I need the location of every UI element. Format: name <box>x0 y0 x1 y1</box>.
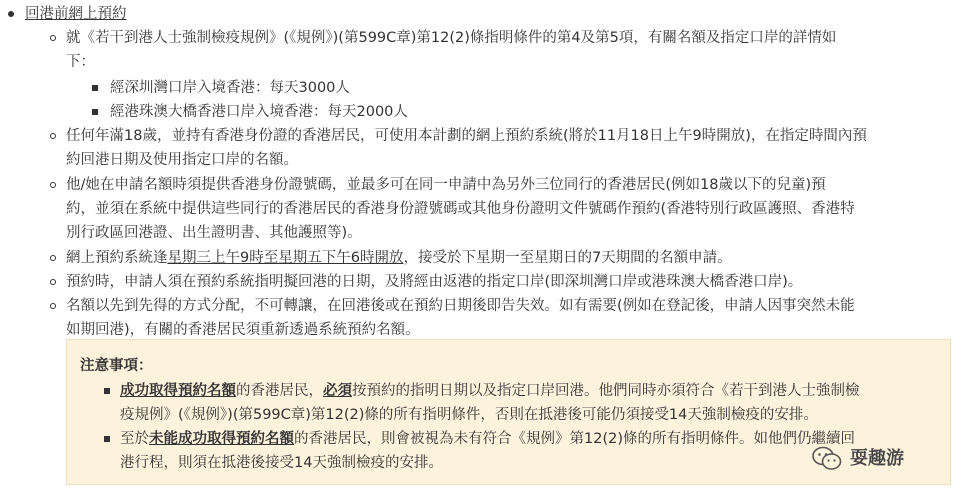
bullet-icon <box>50 279 56 285</box>
allocation-line-2: 如期回港)，有關的香港居民須重新透過系統預約名額。 <box>66 322 420 338</box>
eligibility-line-1: 任何年滿18歲，並持有香港身份證的香港居民，可使用本計劃的網上預約系統(將於11月18日上午9時開放)，在指定時間內預 <box>66 128 867 144</box>
notice-text: 至於 <box>120 431 149 447</box>
notice-title: 注意事項： <box>80 358 153 374</box>
notice-emphasis: 未能成功取得預約名額 <box>149 431 294 447</box>
notice-text: 的香港居民， <box>236 383 323 399</box>
bullet-icon <box>8 11 14 17</box>
allocation-line-1: 名額以先到先得的方式分配，不可轉讓，在回港後或在預約日期後即告失效。如有需要(例如在登記後，申請人因事突然未能 <box>66 298 855 314</box>
intro-line-2: 下： <box>66 54 95 70</box>
bullet-icon <box>50 133 56 139</box>
schedule-pre: 網上預約系統逢 <box>66 250 168 266</box>
notice-item-1-line-2: 疫規例》(《規例》)(第599C章)第12(2)條的所有指明條件，否則在抵港後可能仍須接受14天強制檢疫的安排。 <box>120 407 818 423</box>
notice-text: 的香港居民，則會被視為未有符合《規例》第12(2)條的所有指明條件。如他們仍繼續回 <box>294 431 855 447</box>
quota-item: 經深圳灣口岸入境香港：每天3000人 <box>110 80 350 96</box>
bullet-icon <box>50 303 56 309</box>
bullet-icon <box>104 388 110 394</box>
notice-text: 按預約的指明日期以及指定口岸回港。他們同時亦須符合《若干到港人士強制檢 <box>352 383 860 399</box>
port-line: 預約時，申請人須在預約系統指明擬回港的日期，及將經由返港的指定口岸(即深圳灣口岸或港珠澳大橋香港口岸)。 <box>66 274 803 290</box>
companions-line-1: 他/她在申請名額時須提供香港身份證號碼，並最多可在同一申請中為另外三位同行的香港居民(例如18歲以下的兒童)預 <box>66 177 826 193</box>
bullet-icon <box>50 255 56 261</box>
notice-emphasis: 成功取得預約名額 <box>120 383 236 399</box>
notice-emphasis: 必須 <box>323 383 352 399</box>
companions-line-3: 別行政區回港證、出生證明書、其他護照等)。 <box>66 225 362 241</box>
bullet-icon <box>50 35 56 41</box>
bullet-icon <box>50 182 56 188</box>
watermark <box>812 446 904 472</box>
eligibility-line-2: 約回港日期及使用指定口岸的名額。 <box>66 152 298 168</box>
companions-line-2: 約，並須在系統中提供這些同行的香港居民的香港身份證號碼或其他身份證明文件號碼作預約(香港特別行政區護照、香港特 <box>66 201 855 217</box>
watermark-label: 耍趣游 <box>850 448 904 469</box>
notice-item-1-line-1 <box>120 379 860 403</box>
notice-item-2-line-2: 港行程，則須在抵港後接受14天強制檢疫的安排。 <box>120 455 443 471</box>
schedule-hours: 星期三上午9時至星期五下午6時開放 <box>167 250 404 266</box>
schedule-post: ，接受於下星期一至星期日的7天期間的名額申請。 <box>403 250 732 266</box>
notice-item-2-line-1 <box>120 427 855 451</box>
bullet-icon <box>104 436 110 442</box>
section-heading: 回港前網上預約 <box>25 6 127 22</box>
bullet-icon <box>92 85 98 91</box>
quota-item: 經港珠澳大橋香港口岸入境香港：每天2000人 <box>110 104 408 120</box>
wechat-icon <box>812 446 842 472</box>
intro-line-1: 就《若干到港人士強制檢疫規例》(《規例》)(第599C章)第12(2)條指明條件的第4及第5項，有關名額及指定口岸的詳情如 <box>66 30 837 46</box>
schedule-line <box>66 246 732 270</box>
bullet-icon <box>92 109 98 115</box>
